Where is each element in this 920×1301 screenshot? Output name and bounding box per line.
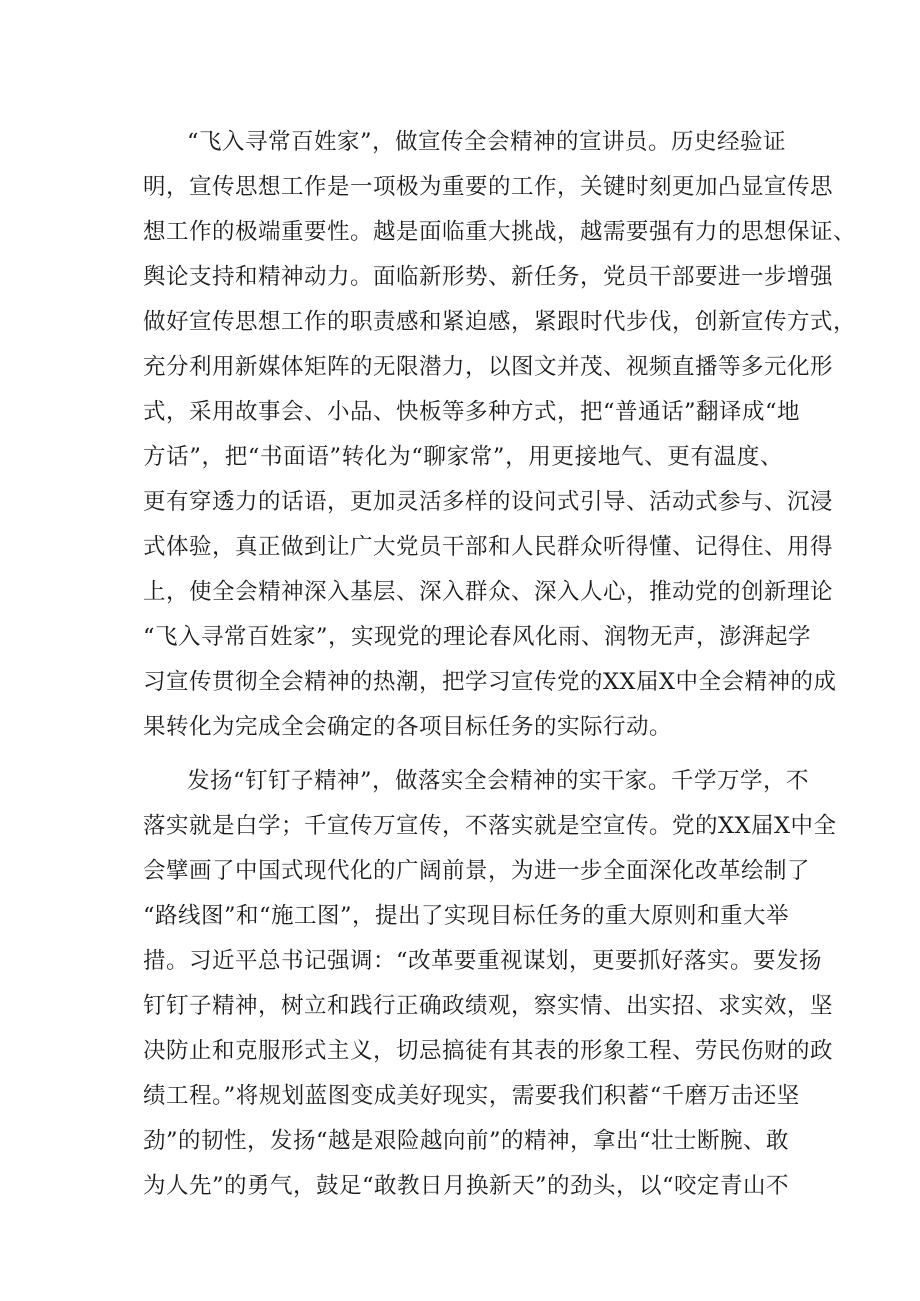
paragraph-spacer <box>143 750 783 759</box>
text-line: 式体验，真正做到让广大党员干部和人民群众听得懂、记得住、用得 <box>143 534 834 560</box>
text-line: 发扬“钉钉子精神”，做落实全会精神的实干家。千学万学，不 <box>187 768 810 794</box>
text-line: “路线图”和“施工图”，提出了实现目标任务的重大原则和重大举 <box>143 903 790 929</box>
paragraph-1 <box>143 120 857 750</box>
text-line: 方话”，把“书面语”转化为“聊家常”，用更接地气、更有温度、 <box>143 444 783 470</box>
text-line: 明，宣传思想工作是一项极为重要的工作，关键时刻更加凸显宣传思 <box>143 174 834 200</box>
text-line: 劲”的韧性，发扬“越是艰险越向前”的精神，拿出“壮士断腕、敢 <box>143 1128 790 1154</box>
text-line: 落实就是白学；千宣传万宣传，不落实就是空宣传。党的XX届X中全 <box>143 813 837 839</box>
text-line: 为人先”的勇气，鼓足“敢教日月换新天”的劲头，以“咬定青山不 <box>143 1173 790 1199</box>
text-line: 上，使全会精神深入基层、深入群众、深入人心，推动党的创新理论 <box>143 579 834 605</box>
text-line: 做好宣传思想工作的职责感和紧迫感，紧跟时代步伐，创新宣传方式， <box>143 309 857 335</box>
text-line: 更有穿透力的话语，更加灵活多样的设问式引导、活动式参与、沉浸 <box>143 489 834 515</box>
text-line: 习宣传贯彻全会精神的热潮，把学习宣传党的XX届X中全会精神的成 <box>143 669 837 695</box>
text-line: 充分利用新媒体矩阵的无限潜力，以图文并茂、视频直播等多元化形 <box>143 354 834 380</box>
text-line: 会擘画了中国式现代化的广阔前景，为进一步全面深化改革绘制了 <box>143 858 811 884</box>
text-line: 措。习近平总书记强调：“改革要重视谋划，更要抓好落实。要发扬 <box>143 948 823 974</box>
text-line: 想工作的极端重要性。越是面临重大挑战，越需要强有力的思想保证、 <box>143 219 857 245</box>
text-line: “飞入寻常百姓家”，做宣传全会精神的宣讲员。历史经验证 <box>187 129 787 155</box>
paragraph-2 <box>143 759 837 1209</box>
text-line: 果转化为完成全会确定的各项目标任务的实际行动。 <box>143 714 673 740</box>
text-line: 舆论支持和精神动力。面临新形势、新任务，党员干部要进一步增强 <box>143 264 834 290</box>
text-line: 式，采用故事会、小品、快板等多种方式，把“普通话”翻译成“地 <box>143 399 801 425</box>
text-line: 钉钉子精神，树立和践行正确政绩观，察实情、出实招、求实效，坚 <box>143 993 834 1019</box>
text-line: 决防止和克服形式主义，切忌搞徒有其表的形象工程、劳民伤财的政 <box>143 1038 834 1064</box>
text-line: 绩工程。”将规划蓝图变成美好现实，需要我们积蓄“千磨万击还坚 <box>143 1083 800 1109</box>
document-body <box>143 120 857 1209</box>
text-line: “飞入寻常百姓家”，实现党的理论春风化雨、润物无声，澎湃起学 <box>143 624 812 650</box>
